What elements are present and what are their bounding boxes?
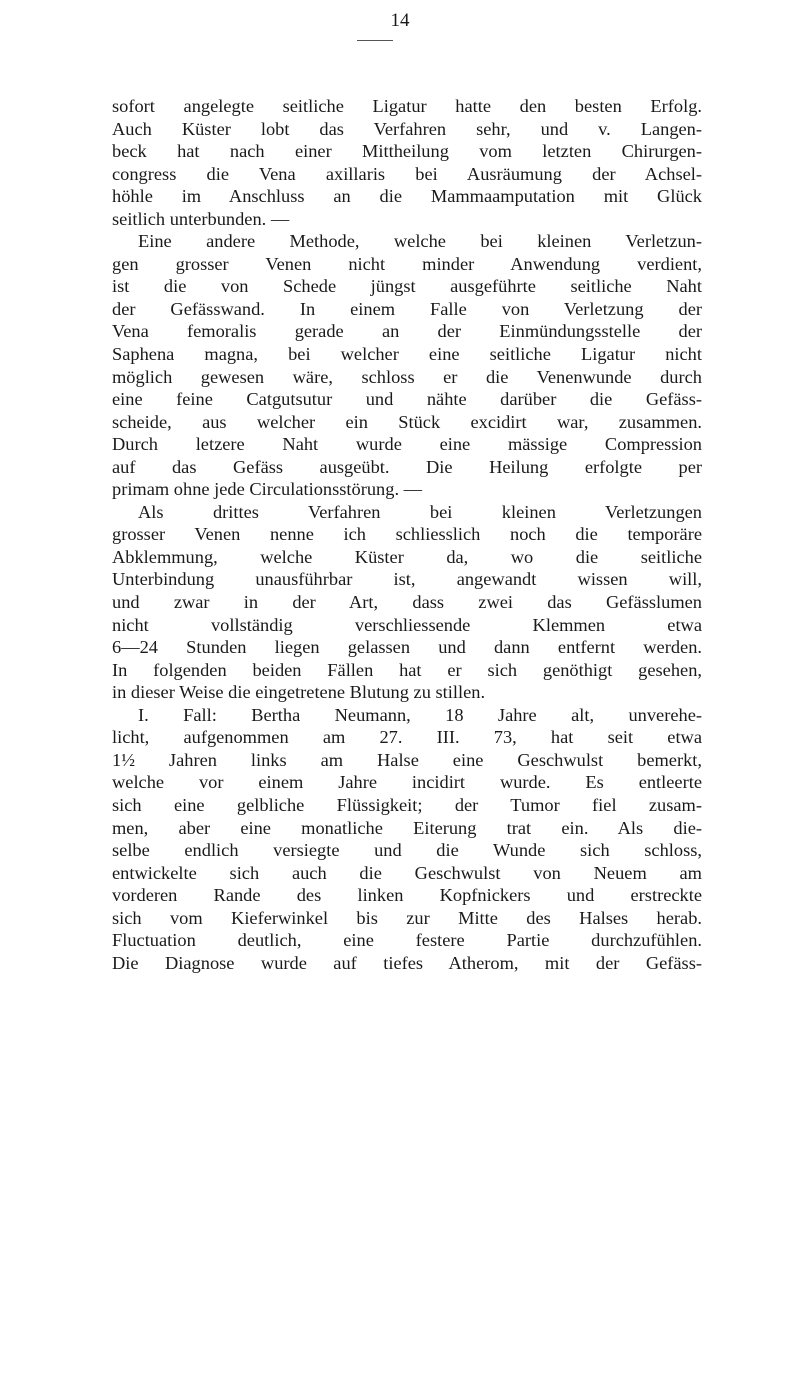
text-line: scheide, aus welcher ein Stück excidirt war, zusammen.: [112, 411, 702, 432]
text-line: Vena femoralis gerade an der Einmündungsstelle der: [112, 321, 702, 342]
text-line: sich eine gelbliche Flüssigkeit; der Tumor fiel zusam-: [112, 794, 702, 815]
text-line: eine feine Catgutsutur und nähte darüber die Gefäss-: [112, 389, 702, 410]
text-line: in dieser Weise die eingetretene Blutung zu stillen.: [112, 682, 486, 703]
page-number: 14: [390, 10, 410, 31]
text-line: auf das Gefäss ausgeübt. Die Heilung erfolgte per: [112, 456, 702, 477]
text-line: Die Diagnose wurde auf tiefes Atherom, mit der Gefäss-: [112, 952, 702, 973]
text-line: welche vor einem Jahre incidirt wurde. Es entleerte: [112, 772, 702, 793]
text-line: beck hat nach einer Mittheilung vom letzten Chirurgen-: [112, 141, 702, 162]
text-line: höhle im Anschluss an die Mammaamputation mit Glück: [112, 186, 702, 207]
text-line: und zwar in der Art, dass zwei das Gefässlumen: [112, 592, 702, 613]
text-line: 6—24 Stunden liegen gelassen und dann entfernt werden.: [112, 637, 702, 658]
text-line: primam ohne jede Circulationsstörung. —: [112, 479, 423, 500]
text-line: In folgenden beiden Fällen hat er sich genöthigt gesehen,: [112, 659, 702, 680]
text-line: I. Fall: Bertha Neumann, 18 Jahre alt, unverehe-: [138, 704, 702, 725]
text-line: men, aber eine monatliche Eiterung trat ein. Als die-: [112, 817, 702, 838]
text-line: licht, aufgenommen am 27. III. 73, hat seit etwa: [112, 727, 702, 748]
text-line: sich vom Kieferwinkel bis zur Mitte des Halses herab.: [112, 907, 702, 928]
page-number-rule: [357, 40, 393, 41]
text-line: Als drittes Verfahren bei kleinen Verletzungen: [138, 501, 702, 522]
text-line: Durch letzere Naht wurde eine mässige Compression: [112, 434, 702, 455]
text-line: selbe endlich versiegte und die Wunde sich schloss,: [112, 840, 702, 861]
text-line: entwickelte sich auch die Geschwulst von Neuem am: [112, 862, 702, 883]
text-line: 1½ Jahren links am Halse eine Geschwulst bemerkt,: [112, 749, 702, 770]
text-line: sofort angelegte seitliche Ligatur hatte den besten Erfolg.: [112, 96, 702, 116]
text-line: Saphena magna, bei welcher eine seitliche Ligatur nicht: [112, 344, 702, 365]
text-line: Auch Küster lobt das Verfahren sehr, und v. Langen-: [112, 118, 702, 139]
text-line: gen grosser Venen nicht minder Anwendung verdient,: [112, 253, 702, 274]
text-line: der Gefässwand. In einem Falle von Verletzung der: [112, 298, 702, 319]
text-line: grosser Venen nenne ich schliesslich noch die temporäre: [112, 524, 702, 545]
text-line: seitlich unterbunden. —: [112, 208, 290, 229]
text-line: nicht vollständig verschliessende Klemmen etwa: [112, 614, 702, 635]
text-line: Eine andere Methode, welche bei kleinen Verletzun-: [138, 231, 702, 252]
text-line: Fluctuation deutlich, eine festere Partie durchzufühlen.: [112, 930, 702, 951]
text-line: möglich gewesen wäre, schloss er die Venenwunde durch: [112, 366, 702, 387]
text-line: Abklemmung, welche Küster da, wo die seitliche: [112, 546, 702, 567]
text-line: ist die von Schede jüngst ausgeführte seitliche Naht: [112, 276, 702, 297]
text-line: congress die Vena axillaris bei Ausräumung der Achsel-: [112, 163, 702, 184]
body-text: [112, 95, 702, 974]
text-line: Unterbindung unausführbar ist, angewandt wissen will,: [112, 569, 702, 590]
text-line: vorderen Rande des linken Kopfnickers und erstreckte: [112, 885, 702, 906]
